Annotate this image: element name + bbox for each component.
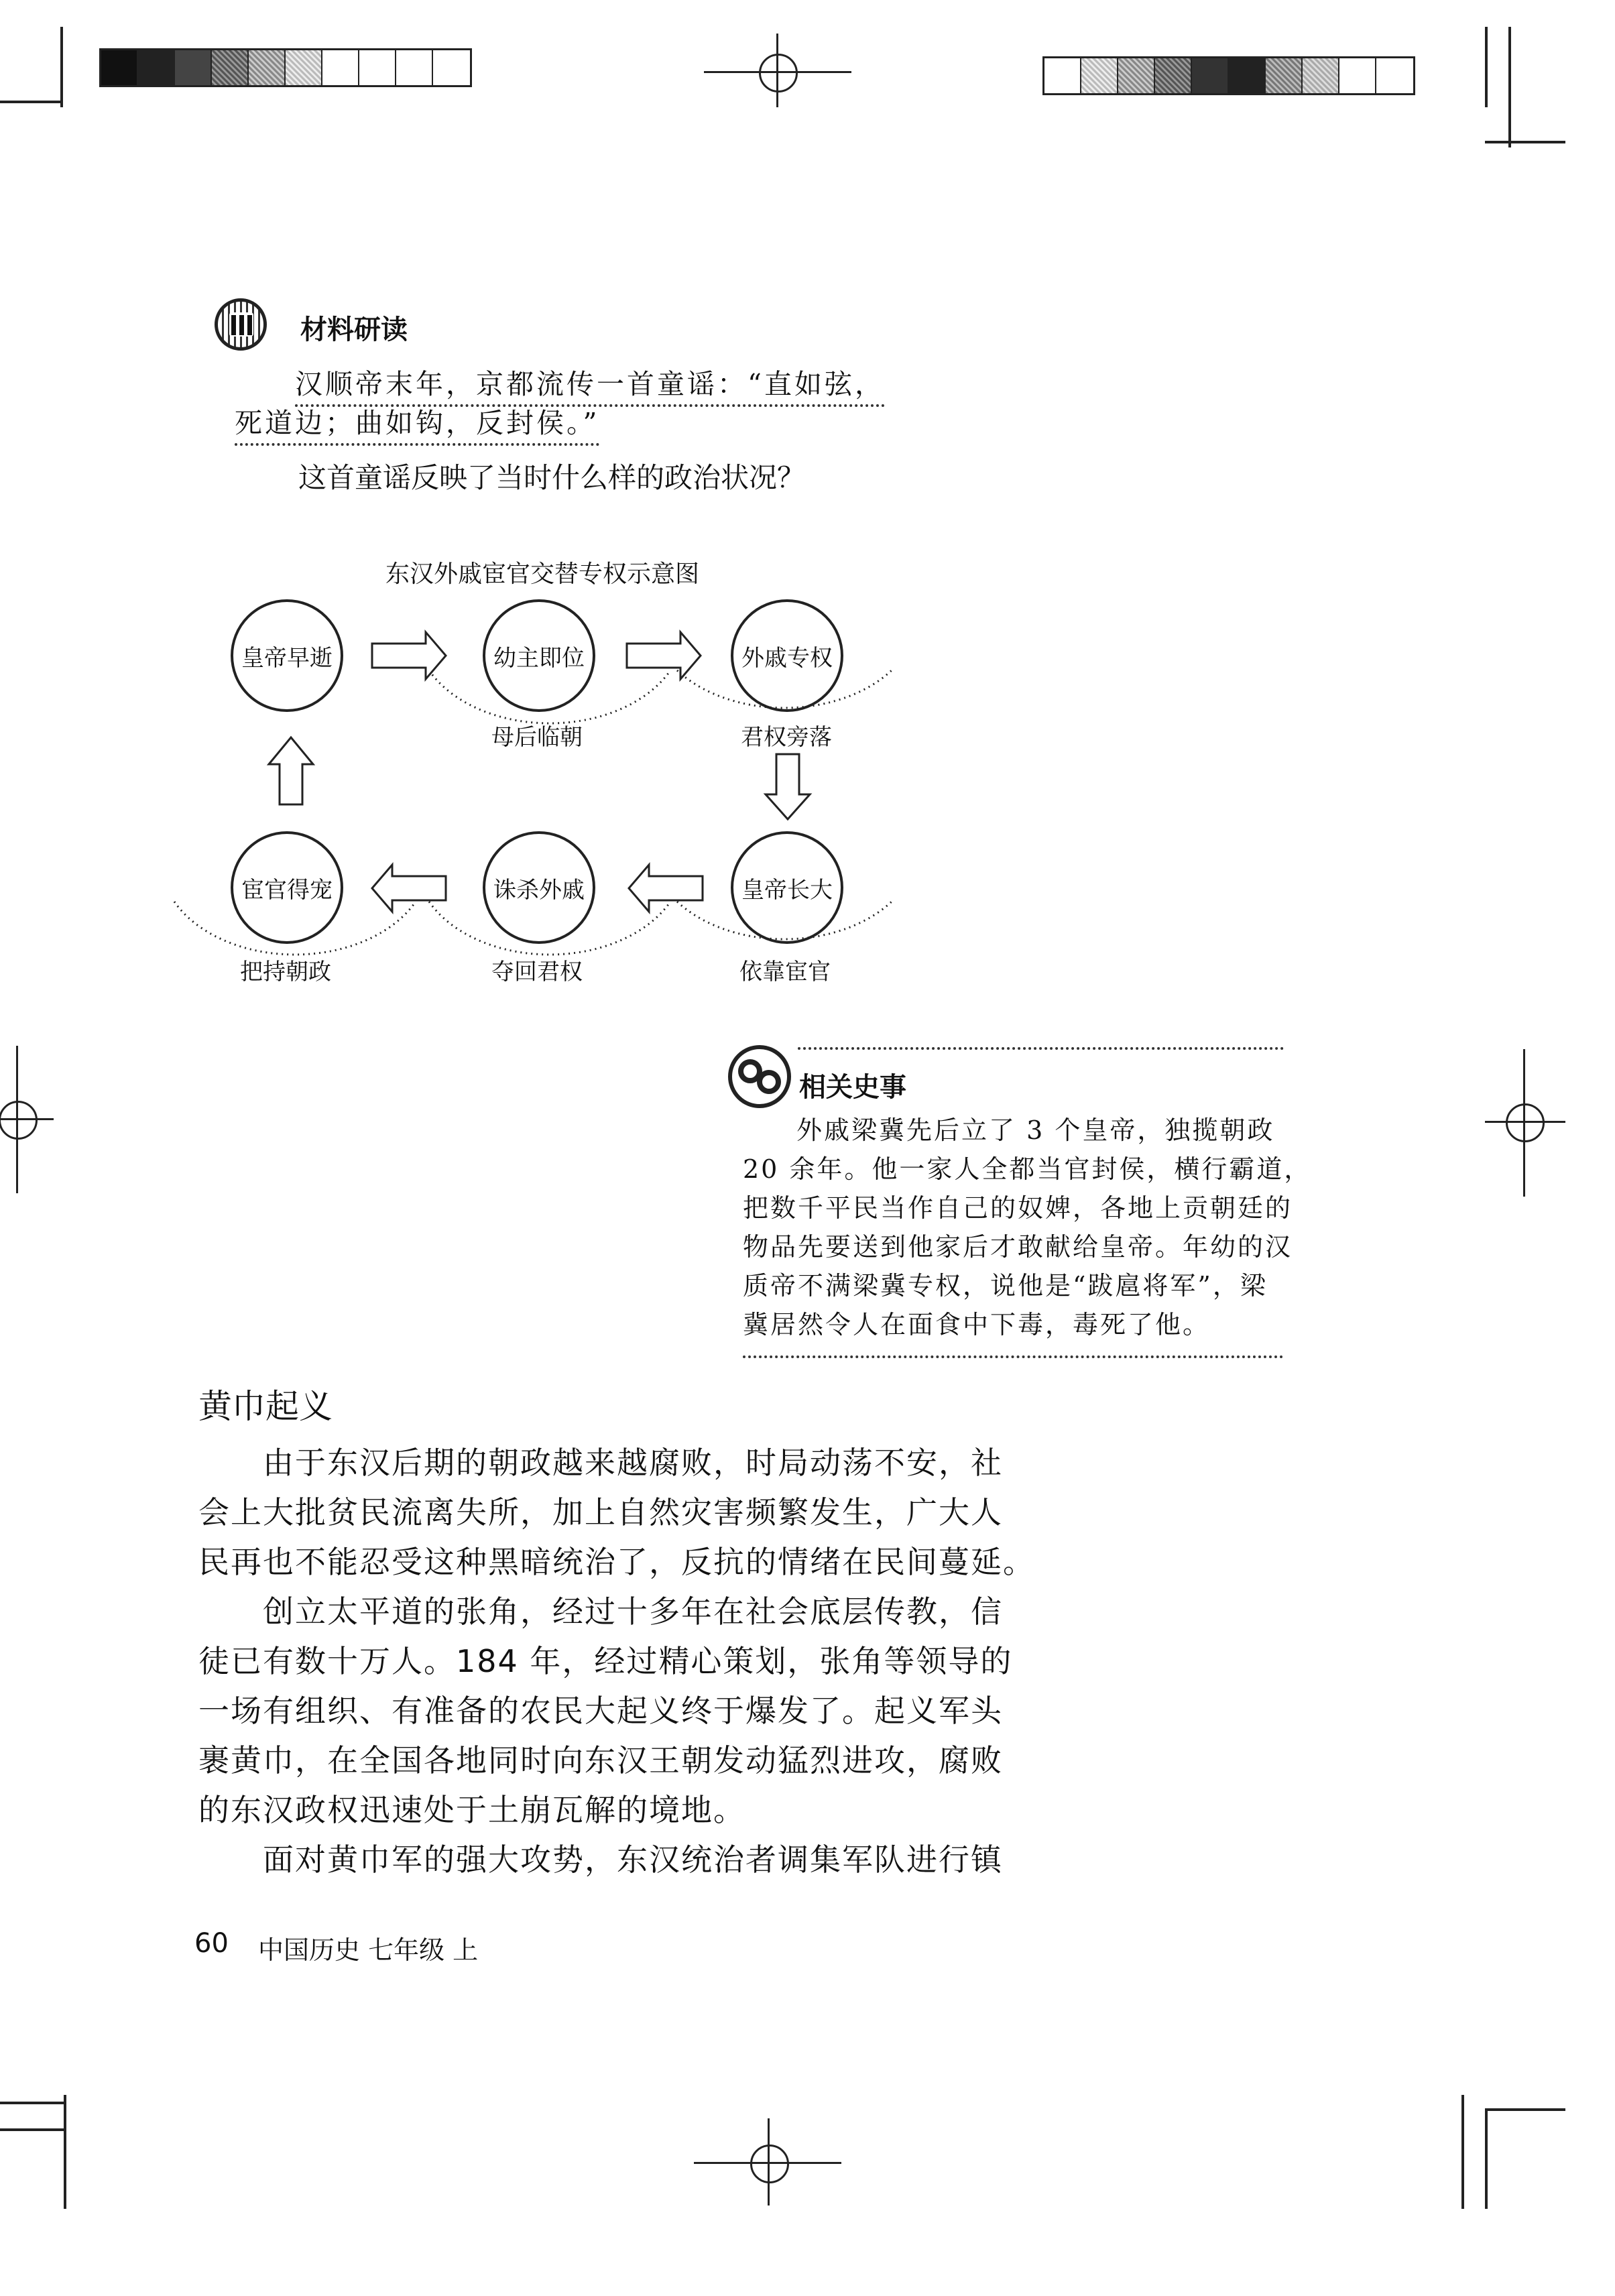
arrow-right-2	[627, 632, 701, 679]
node-emperor-grows: 皇帝长大	[731, 831, 843, 944]
label-regain-power: 夺回君权	[491, 959, 583, 985]
related-line-2: 20 余年。他一家人全都当官封侯，横行霸道，	[743, 1154, 1312, 1184]
paragraph-line-2: 会上大批贫民流离失所，加上自然灾害频繁发生，广大人	[198, 1494, 1003, 1530]
paragraph-line-4: 创立太平道的张角，经过十多年在社会底层传教，信	[263, 1593, 1003, 1630]
quote-text-2: 死道边；曲如钩，反封侯。”	[235, 407, 599, 446]
label-power-decline: 君权旁落	[741, 724, 832, 751]
related-line-5: 质帝不满梁冀专权，说他是“跋扈将军”，梁	[743, 1271, 1268, 1301]
diagram-title: 东汉外戚宦官交替专权示意图	[385, 560, 700, 588]
paragraph-line-6: 一场有组织、有准备的农民大起义终于爆发了。起义军头	[198, 1693, 1003, 1729]
paragraph-line-8: 的东汉政权迅速处于土崩瓦解的境地。	[198, 1792, 745, 1828]
arrow-left-1	[629, 865, 703, 912]
label-rely-eunuchs: 依靠宦官	[739, 959, 831, 985]
node-eunuchs-favored: 宦官得宠	[231, 831, 343, 944]
related-line-1: 外戚梁冀先后立了 3 个皇帝，独揽朝政	[796, 1115, 1275, 1145]
related-heading: 相关史事	[799, 1072, 906, 1103]
bottom-dotted-rule	[743, 1355, 1283, 1358]
top-dotted-rule	[798, 1047, 1284, 1050]
arrow-right-1	[372, 632, 446, 679]
arrow-down	[766, 754, 810, 819]
node-child-ascends: 幼主即位	[483, 599, 595, 712]
quote-text-1: 汉顺帝末年，京都流传一首童谣：“直如弦，	[295, 368, 885, 407]
paragraph-line-1: 由于东汉后期的朝政越来越腐败，时局动荡不安，社	[263, 1445, 1003, 1481]
related-line-6: 冀居然令人在面食中下毒，毒死了他。	[743, 1310, 1211, 1339]
paragraph-line-9: 面对黄巾军的强大攻势，东汉统治者调集军队进行镇	[263, 1841, 1003, 1878]
node-kill-consorts: 诛杀外戚	[483, 831, 595, 944]
related-line-4: 物品先要送到他家后才敢献给皇帝。年幼的汉	[743, 1232, 1293, 1262]
label-mother-regency: 母后临朝	[491, 724, 583, 751]
node-emperor-dies-young: 皇帝早逝	[231, 599, 343, 712]
book-title: 中国历史 七年级 上	[258, 1935, 479, 1965]
scroll-icon	[727, 1044, 792, 1109]
paragraph-line-5: 徒已有数十万人。184 年，经过精心策划，张角等领导的	[198, 1643, 1013, 1679]
label-control-court: 把持朝政	[240, 959, 331, 985]
arrow-left-2	[372, 865, 446, 912]
page-number: 60	[194, 1928, 229, 1959]
paragraph-line-7: 裹黄巾，在全国各地同时向东汉王朝发动猛烈进攻，腐败	[198, 1742, 1003, 1778]
related-line-3: 把数千平民当作自己的奴婢，各地上贡朝廷的	[743, 1193, 1293, 1223]
node-consort-power: 外戚专权	[731, 599, 843, 712]
section-heading: 材料研读	[300, 314, 408, 345]
reading-question: 这首童谣反映了当时什么样的政治状况？	[298, 461, 806, 494]
arrow-up	[269, 737, 313, 804]
paragraph-line-3: 民再也不能忍受这种黑暗统治了，反抗的情绪在民间蔓延。	[198, 1544, 1035, 1580]
section-title: 黄巾起义	[198, 1387, 333, 1426]
